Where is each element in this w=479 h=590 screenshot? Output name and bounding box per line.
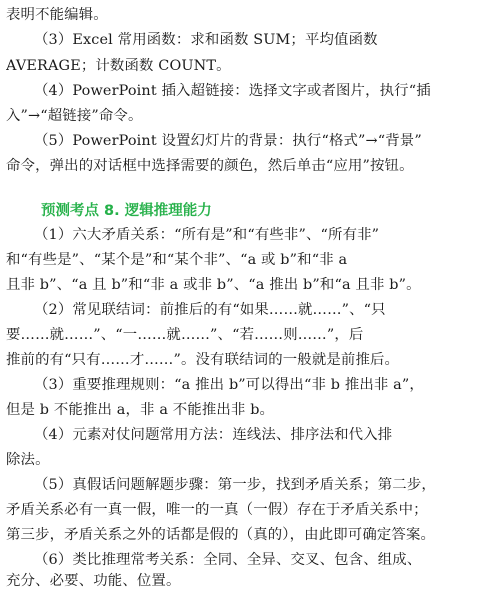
text-line: （4）PowerPoint 插入超链接：选择文字或者图片，执行“插	[34, 83, 431, 99]
text-line: （5）PowerPoint 设置幻灯片的背景：执行“格式”→“背景”	[34, 133, 422, 149]
text-line: 表明不能编辑。	[6, 7, 108, 23]
text-line: 第三步，矛盾关系之外的话都是假的（真的），由此即可确定答案。	[6, 527, 436, 543]
text-line: （5）真假话问题解题步骤：第一步，找到矛盾关系；第二步，	[34, 477, 436, 493]
text-line: 矛盾关系必有一真一假，唯一的一真（一假）存在于矛盾关系中；	[6, 502, 428, 518]
text-line: 除法。	[6, 452, 50, 468]
text-line: AVERAGE；计数函数 COUNT。	[6, 58, 231, 74]
text-line: 和“有些是”、“某个是”和“某个非”、“a 或 b”和“非 a	[6, 252, 348, 268]
text-line: （3）重要推理规则：“a 推出 b”可以得出“非 b 推出非 a”，	[34, 377, 424, 393]
text-line: （6）类比推理常考关系：全同、全异、交叉、包含、组成、	[34, 552, 422, 568]
text-line: 但是 b 不能推出 a，非 a 不能推出非 b。	[6, 402, 275, 418]
text-line: 且非 b”、“a 且 b”和“非 a 或非 b”、“a 推出 b”和“a 且非 b”。	[6, 277, 421, 293]
section-heading: 预测考点 8. 逻辑推理能力	[41, 203, 212, 219]
text-line: 命令，弹出的对话框中选择需要的颜色，然后单击“应用”按钮。	[6, 158, 414, 174]
text-line: （3）Excel 常用函数：求和函数 SUM；平均值函数	[34, 32, 378, 48]
text-line: 入”→“超链接”命令。	[6, 108, 143, 124]
text-line: 要……就……”、“一……就……”、“若……则……”，后	[6, 327, 364, 343]
text-line: （1）六大矛盾关系：“所有是”和“有些非”、“所有非”	[34, 227, 380, 243]
text-line: 充分、必要、功能、位置。	[6, 573, 181, 589]
text-line: （4）元素对仗问题常用方法：连线法、排序法和代入排	[34, 427, 393, 443]
text-line: 推前的有“只有……才……”。没有联结词的一般就是前推后。	[6, 352, 400, 368]
text-line: （2）常见联结词：前推后的有“如果……就……”、“只	[34, 302, 386, 318]
